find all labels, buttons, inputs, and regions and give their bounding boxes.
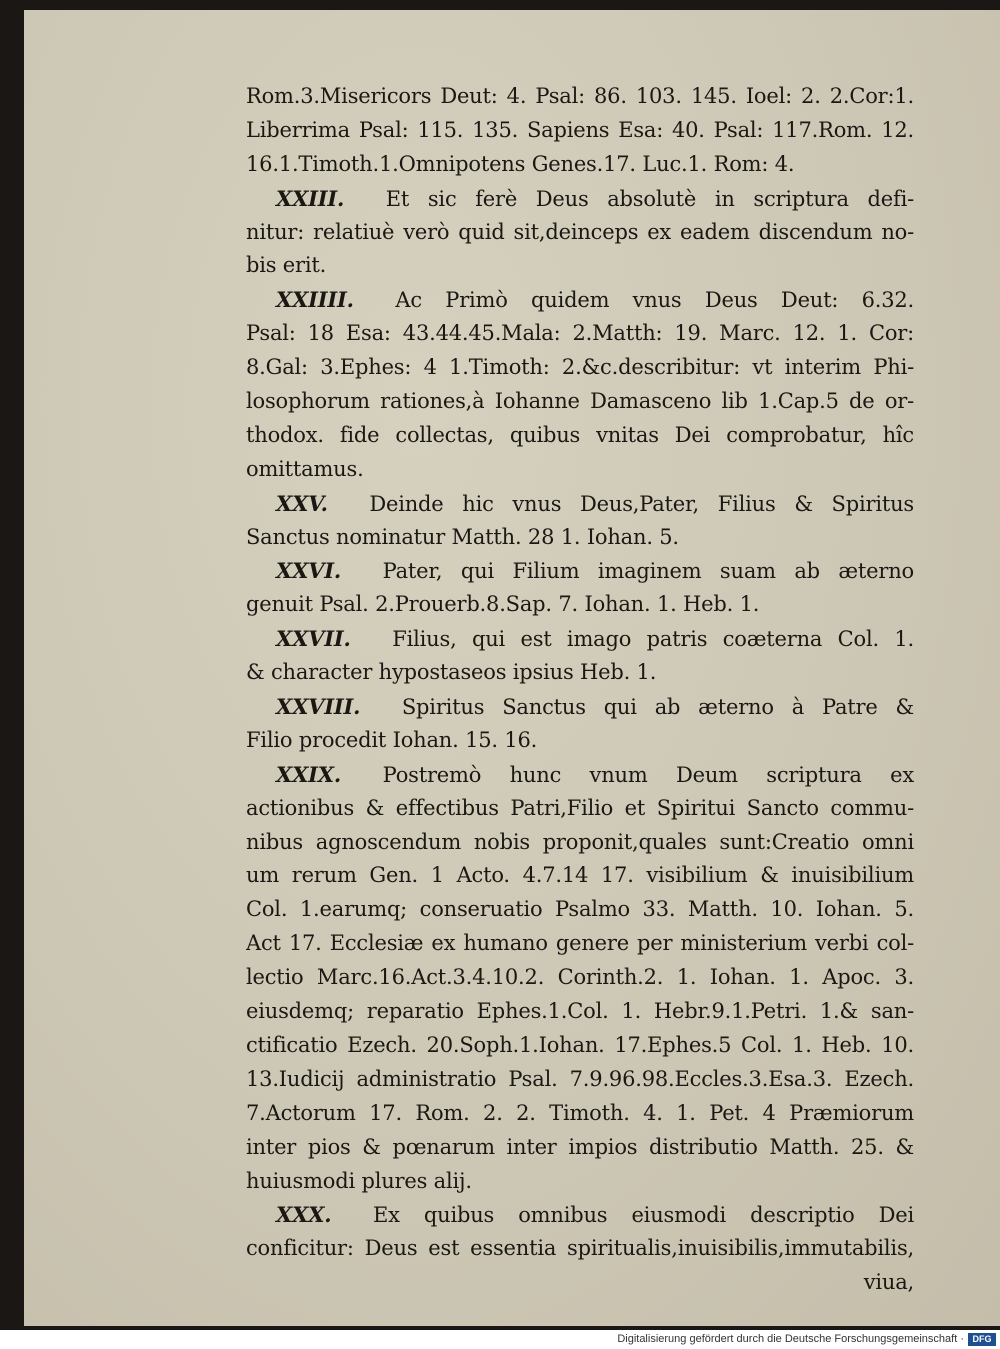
line-text: Sanctus nominatur Matth. 28 1. Iohan. 5. (246, 524, 679, 549)
text-line (246, 1029, 914, 1063)
line-text: Col. 1.earumq; conseruatio Psalmo 33. Matth. 10. Iohan. 5. (246, 897, 914, 922)
line-text: & character hypostaseos ipsius Heb. 1. (246, 660, 657, 685)
text-line (246, 588, 914, 622)
line-text: Et sic ferè Deus absolutè in scriptura defi- (385, 186, 914, 211)
line-text: Pater, qui Filium imaginem suam ab æterno (382, 559, 914, 584)
thesis-number: XXIIII. (276, 287, 354, 313)
thesis-number: XXIX. (276, 761, 342, 787)
text-line (246, 419, 914, 453)
footer-bar (0, 1330, 1000, 1349)
line-text: Act 17. Ecclesiæ ex humano genere per ministerium verbi col- (246, 931, 914, 956)
text-line (246, 1165, 914, 1199)
line-text: ctificatio Ezech. 20.Soph.1.Iohan. 17.Ephes.5 Col. 1. Heb. 10. (246, 1032, 914, 1057)
text-line (246, 961, 914, 995)
text-line (246, 80, 914, 114)
book-page (24, 10, 1000, 1326)
text-line (246, 249, 914, 283)
text-line (246, 1131, 914, 1165)
text-line (246, 351, 914, 385)
line-text: Ac Primò quidem vnus Deus Deut: 6.32. (395, 288, 914, 313)
line-text: 8.Gal: 3.Ephes: 4 1.Timoth: 2.&c.describitur: vt interim Phi- (246, 355, 914, 380)
thesis-number: XXVI. (276, 558, 342, 584)
thesis-number: XXVII. (276, 626, 351, 652)
text-line (246, 317, 914, 351)
text-line (246, 283, 914, 317)
line-text: inter pios & pœnarum inter impios distributio Matth. 25. & (246, 1134, 914, 1159)
line-text: Rom.3.Misericors Deut: 4. Psal: 86. 103. 145. Ioel: 2. 2.Cor:1. (246, 84, 914, 108)
line-text: omittamus. (246, 456, 364, 481)
thesis-number: XXIII. (276, 185, 345, 211)
thesis-number: XXV. (276, 490, 328, 516)
line-text: bis erit. (246, 253, 327, 278)
thesis-number: XXVIII. (276, 694, 361, 720)
text-line (246, 826, 914, 860)
text-line (246, 487, 914, 521)
text-line (246, 1232, 914, 1266)
line-text: losophorum rationes,à Iohanne Damasceno lib 1.Cap.5 de or- (246, 389, 914, 414)
text-line (246, 148, 914, 182)
text-line (246, 995, 914, 1029)
line-text: Postremò hunc vnum Deum scriptura ex (382, 762, 914, 787)
text-line (246, 758, 914, 792)
text-line (246, 724, 914, 758)
text-line (246, 859, 914, 893)
line-text: genuit Psal. 2.Prouerb.8.Sap. 7. Iohan. 1. Heb. 1. (246, 592, 760, 617)
line-text: 16.1.Timoth.1.Omnipotens Genes.17. Luc.1. Rom: 4. (246, 151, 795, 176)
line-text: thodox. fide collectas, quibus vnitas Dei comprobatur, hîc (246, 422, 914, 447)
footer-credit: Digitalisierung gefördert durch die Deutsche Forschungsgemeinschaft · (617, 1333, 964, 1345)
line-text: viua, (863, 1270, 914, 1295)
thesis-number: XXX. (276, 1202, 332, 1228)
page-text (246, 80, 914, 1300)
line-text: nitur: relatiuè verò quid sit,deinceps ex eadem discendum no- (246, 219, 914, 244)
text-line (246, 216, 914, 250)
line-text: 7.Actorum 17. Rom. 2. 2. Timoth. 4. 1. Pet. 4 Præmiorum (246, 1100, 914, 1125)
text-line (246, 1063, 914, 1097)
line-text: conficitur: Deus est essentia spiritualis,inuisibilis,immutabilis, (246, 1236, 914, 1261)
text-line (246, 690, 914, 724)
text-line (246, 1266, 914, 1300)
line-text: Psal: 18 Esa: 43.44.45.Mala: 2.Matth: 19. Marc. 12. 1. Cor: (246, 321, 914, 346)
text-line (246, 893, 914, 927)
text-line (246, 792, 914, 826)
line-text: um rerum Gen. 1 Acto. 4.7.14 17. visibilium & inuisibilium (246, 863, 914, 888)
line-text: Liberrima Psal: 115. 135. Sapiens Esa: 40. Psal: 117.Rom. 12. (246, 117, 914, 142)
text-line (246, 622, 914, 656)
text-line (246, 1097, 914, 1131)
line-text: Filio procedit Iohan. 15. 16. (246, 727, 538, 752)
line-text: Filius, qui est imago patris coæterna Col. 1. (392, 627, 914, 652)
line-text: actionibus & effectibus Patri,Filio et Spiritui Sancto commu- (246, 795, 914, 820)
line-text: Deinde hic vnus Deus,Pater, Filius & Spiritus (369, 491, 914, 516)
dfg-logo: DFG (968, 1333, 996, 1346)
line-text: nibus agnoscendum nobis proponit,quales sunt:Creatio omni (246, 829, 914, 854)
text-line (246, 554, 914, 588)
text-line (246, 385, 914, 419)
line-text: lectio Marc.16.Act.3.4.10.2. Corinth.2. 1. Iohan. 1. Apoc. 3. (246, 965, 914, 990)
line-text: Ex quibus omnibus eiusmodi descriptio Dei (373, 1203, 914, 1228)
text-line (246, 656, 914, 690)
line-text: 13.Iudicij administratio Psal. 7.9.96.98.Eccles.3.Esa.3. Ezech. (246, 1066, 914, 1091)
text-line (246, 182, 914, 216)
text-line (246, 521, 914, 555)
text-line (246, 1198, 914, 1232)
text-line (246, 114, 914, 148)
text-line (246, 453, 914, 487)
text-line (246, 927, 914, 961)
line-text: huiusmodi plures alij. (246, 1168, 472, 1193)
line-text: Spiritus Sanctus qui ab æterno à Patre & (401, 695, 914, 720)
line-text: eiusdemq; reparatio Ephes.1.Col. 1. Hebr.9.1.Petri. 1.& san- (246, 999, 914, 1024)
